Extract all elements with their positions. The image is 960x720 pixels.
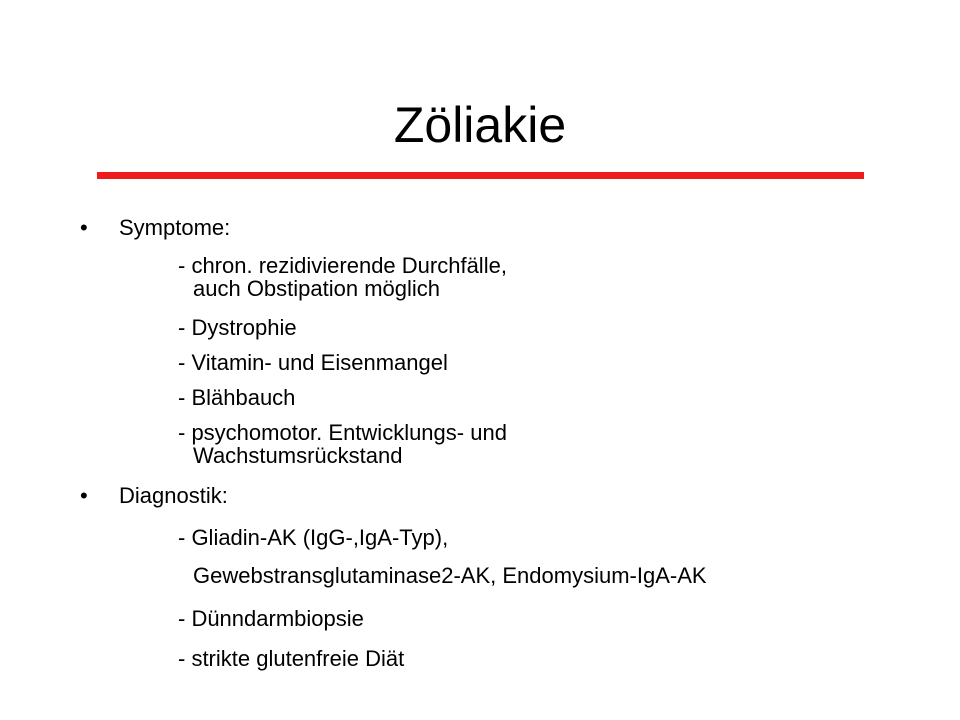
symptom-item-entwicklung — [178, 421, 507, 467]
symptom-item-mangel — [178, 351, 448, 374]
diagnostik-item-text: - strikte glutenfreie Diät — [178, 646, 405, 671]
bullet-dot: • — [80, 483, 88, 508]
diagnostik-item-text: - Gliadin-AK (IgG-,IgA-Typ), — [178, 525, 449, 550]
diagnostik-item-antikoerper — [178, 519, 707, 595]
symptom-item-continuation: Wachstumsrückstand — [193, 443, 403, 468]
symptom-item-text: - Vitamin- und Eisenmangel — [178, 350, 448, 375]
symptom-item-continuation: auch Obstipation möglich — [193, 276, 441, 301]
diagnostik-item-diaet — [178, 647, 404, 670]
symptom-item-blaehbauch — [178, 386, 295, 409]
title-underline — [97, 172, 864, 179]
symptom-item-text: - Dystrophie — [178, 315, 297, 340]
symptom-item-text: - psychomotor. Entwicklungs- und — [178, 420, 507, 445]
bullet-dot: • — [80, 215, 88, 240]
bullet-diagnostik — [80, 482, 228, 510]
slide-title: Zöliakie — [393, 97, 567, 153]
diagnostik-item-continuation: Gewebstransglutaminase2-AK, Endomysium-IgA-AK — [193, 563, 707, 588]
bullet-symptome — [80, 214, 230, 242]
symptom-item-dystrophie — [178, 316, 297, 339]
symptom-item-text: - Blähbauch — [178, 385, 296, 410]
bullet-label: Symptome: — [119, 215, 231, 240]
diagnostik-item-biopsie — [178, 607, 364, 630]
symptom-item-text: - chron. rezidivierende Durchfälle, — [178, 253, 507, 278]
symptom-item-durchfaelle — [178, 254, 507, 300]
bullet-label: Diagnostik: — [119, 483, 228, 508]
diagnostik-item-text: - Dünndarmbiopsie — [178, 606, 364, 631]
